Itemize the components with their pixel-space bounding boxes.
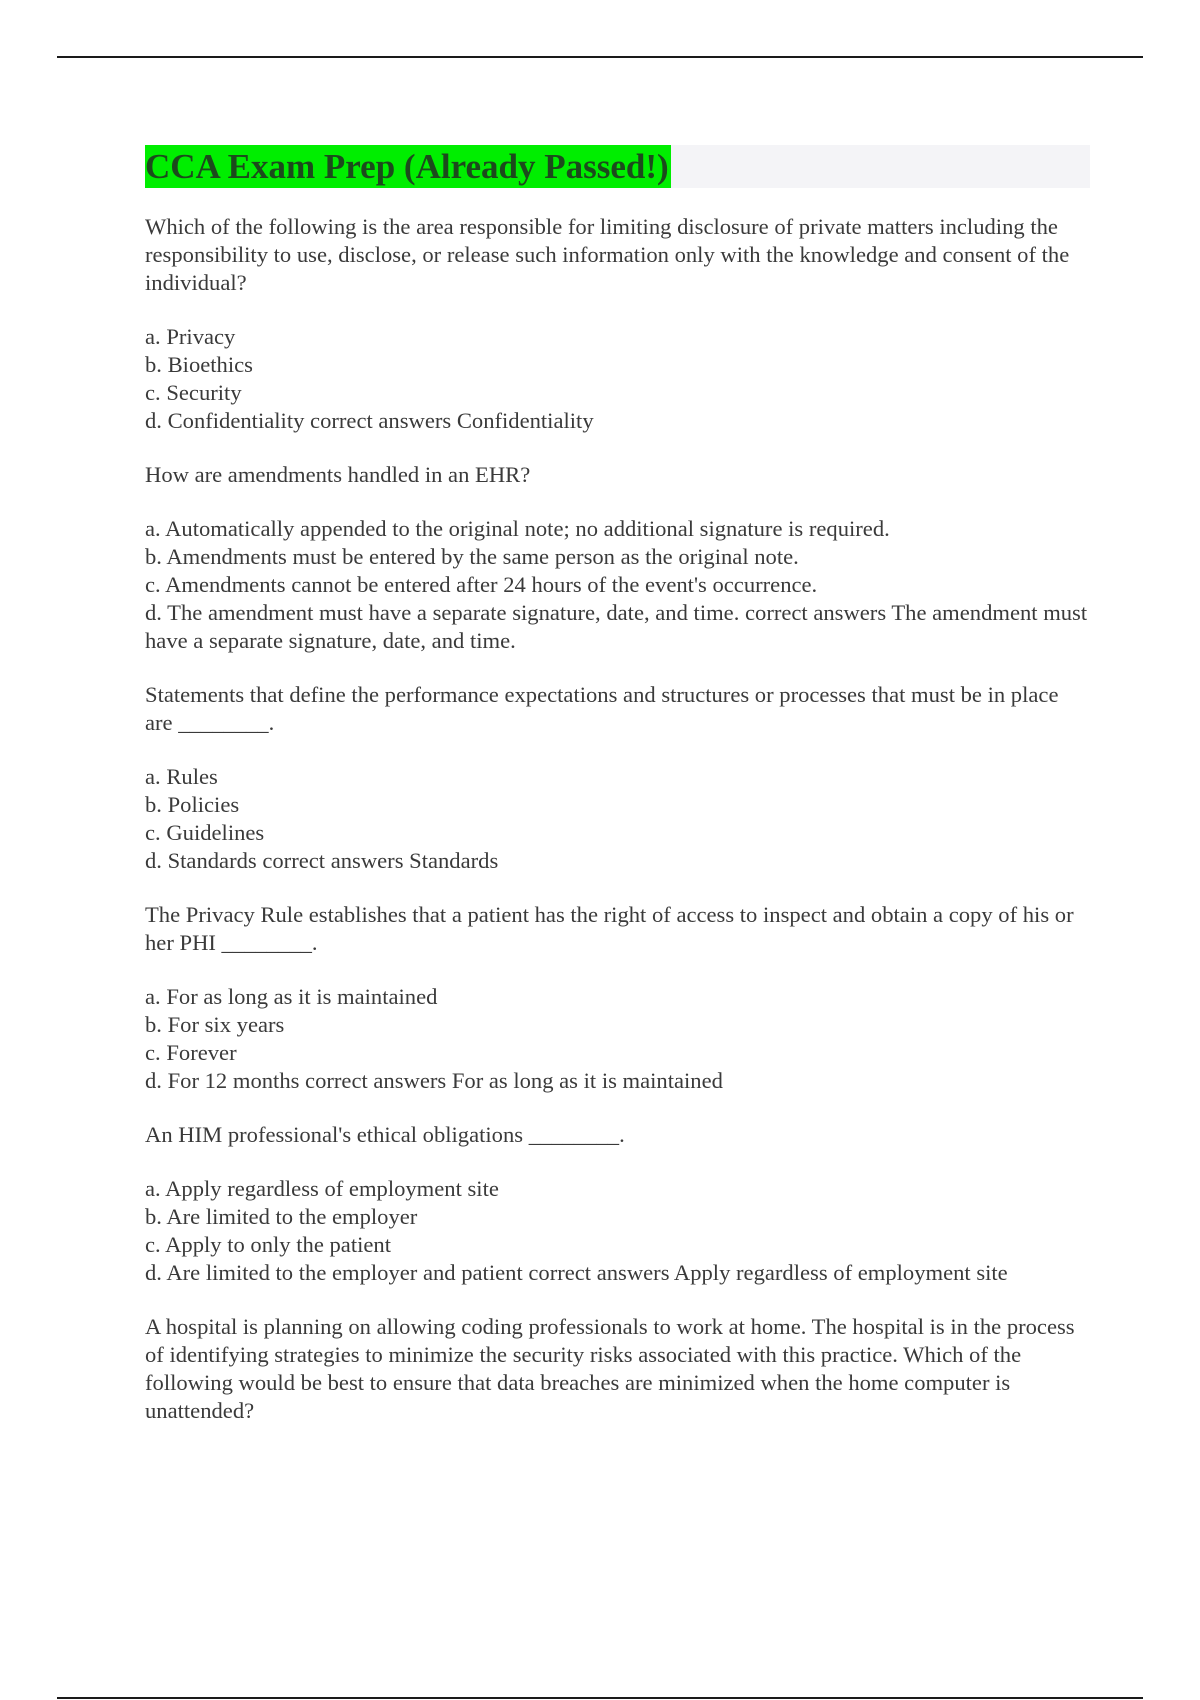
top-rule — [57, 56, 1143, 58]
option-c: c. Amendments cannot be entered after 24 hours of the event's occurrence. — [145, 572, 818, 597]
option-c: c. Forever — [145, 1040, 237, 1065]
question-prompt-1: Which of the following is the area responsible for limiting disclosure of private matters including the responsibility to use, disclose, or release such information only with the knowledge and consent of the individual? — [145, 214, 1070, 295]
question-prompt-5: An HIM professional's ethical obligations ________. — [145, 1122, 625, 1147]
bottom-rule — [57, 1697, 1143, 1699]
question-prompt-4: The Privacy Rule establishes that a patient has the right of access to inspect and obtain a copy of his or her PHI ________. — [145, 902, 1074, 955]
option-b: b. Are limited to the employer — [145, 1204, 418, 1229]
question-prompt-2: How are amendments handled in an EHR? — [145, 462, 531, 487]
question-options-4 — [145, 983, 1090, 1095]
option-a: a. For as long as it is maintained — [145, 984, 438, 1009]
title-row — [145, 145, 1090, 188]
option-d: d. Standards correct answers Standards — [145, 848, 499, 873]
question-options-3 — [145, 763, 1090, 875]
question-options-5 — [145, 1175, 1090, 1287]
option-d: d. Are limited to the employer and patient correct answers Apply regardless of employment site — [145, 1260, 1008, 1285]
option-d: d. The amendment must have a separate signature, date, and time. correct answers The amendment must have a separate signature, date, and time. — [145, 600, 1088, 653]
option-c: c. Guidelines — [145, 820, 265, 845]
document-title: CCA Exam Prep (Already Passed!) — [145, 147, 669, 186]
question-options-2 — [145, 515, 1090, 655]
option-a: a. Apply regardless of employment site — [145, 1176, 499, 1201]
option-d: d. For 12 months correct answers For as long as it is maintained — [145, 1068, 723, 1093]
option-c: c. Security — [145, 380, 242, 405]
option-d: d. Confidentiality correct answers Confidentiality — [145, 408, 594, 433]
document-body — [145, 145, 1090, 1451]
option-b: b. Bioethics — [145, 352, 253, 377]
option-b: b. For six years — [145, 1012, 285, 1037]
question-options-1 — [145, 323, 1090, 435]
option-a: a. Rules — [145, 764, 218, 789]
option-b: b. Amendments must be entered by the same person as the original note. — [145, 544, 799, 569]
question-prompt-3: Statements that define the performance expectations and structures or processes that must be in place are ________. — [145, 682, 1059, 735]
option-c: c. Apply to only the patient — [145, 1232, 391, 1257]
question-prompt-6: A hospital is planning on allowing coding professionals to work at home. The hospital is in the process of identifying strategies to minimize the security risks associated with this practice. Which of the following would be best to ensure that data breaches are minimized when the home computer is unattended? — [145, 1314, 1075, 1423]
option-a: a. Privacy — [145, 324, 236, 349]
option-a: a. Automatically appended to the original note; no additional signature is required. — [145, 516, 890, 541]
option-b: b. Policies — [145, 792, 240, 817]
